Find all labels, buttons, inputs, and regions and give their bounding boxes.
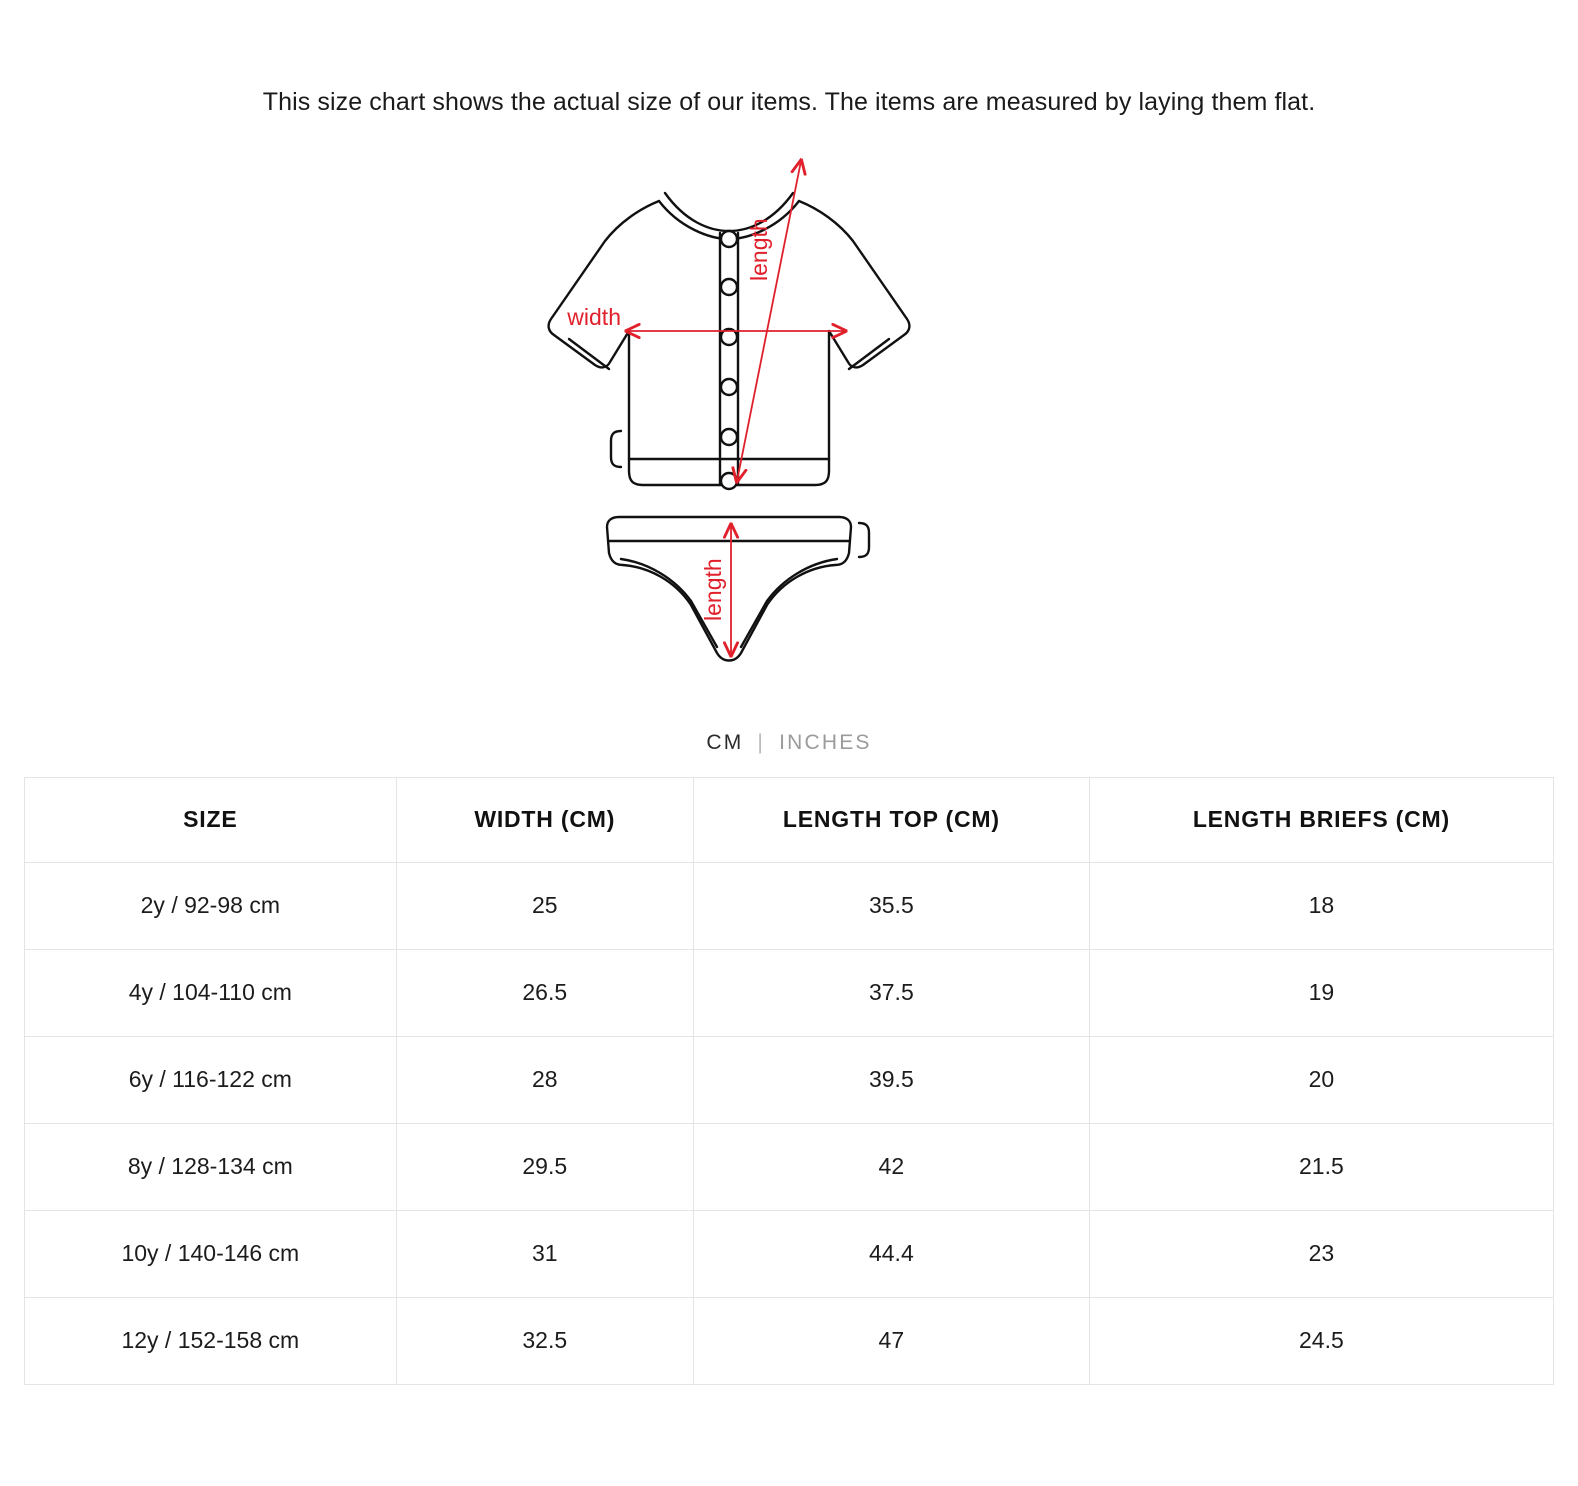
unit-inches-option[interactable]: INCHES xyxy=(779,730,872,754)
cell-size: 6y / 116-122 cm xyxy=(25,1036,397,1123)
cell-length-top: 37.5 xyxy=(693,949,1089,1036)
top-length-label: length xyxy=(746,217,772,281)
unit-cm-option[interactable]: CM xyxy=(706,730,744,754)
cell-length-top: 44.4 xyxy=(693,1210,1089,1297)
width-label: width xyxy=(567,303,621,330)
garment-illustration xyxy=(509,141,1069,721)
table-row xyxy=(25,1036,1554,1123)
cell-length-top: 35.5 xyxy=(693,862,1089,949)
cell-size: 4y / 104-110 cm xyxy=(25,949,397,1036)
header-width: WIDTH (CM) xyxy=(396,777,693,862)
header-length-briefs: LENGTH BRIEFS (CM) xyxy=(1089,777,1553,862)
unit-toggle[interactable] xyxy=(706,731,871,755)
briefs-length-label: length xyxy=(700,557,726,621)
table-row xyxy=(25,1210,1554,1297)
unit-separator: | xyxy=(757,730,766,754)
table-row xyxy=(25,862,1554,949)
table-row xyxy=(25,1297,1554,1384)
cell-width: 25 xyxy=(396,862,693,949)
garment-diagram xyxy=(0,141,1578,721)
table-row xyxy=(25,1123,1554,1210)
cell-width: 31 xyxy=(396,1210,693,1297)
cell-length-top: 39.5 xyxy=(693,1036,1089,1123)
cell-width: 29.5 xyxy=(396,1123,693,1210)
cell-size: 2y / 92-98 cm xyxy=(25,862,397,949)
header-size: SIZE xyxy=(25,777,397,862)
cell-length-briefs: 21.5 xyxy=(1089,1123,1553,1210)
cell-length-briefs: 19 xyxy=(1089,949,1553,1036)
cell-width: 26.5 xyxy=(396,949,693,1036)
cell-length-briefs: 24.5 xyxy=(1089,1297,1553,1384)
cell-size: 8y / 128-134 cm xyxy=(25,1123,397,1210)
intro-text: This size chart shows the actual size of our items. The items are measured by laying them flat. xyxy=(262,88,1316,116)
cell-size: 10y / 140-146 cm xyxy=(25,1210,397,1297)
table-header-row xyxy=(25,777,1554,862)
size-table xyxy=(24,777,1554,1385)
cell-width: 28 xyxy=(396,1036,693,1123)
table-row xyxy=(25,949,1554,1036)
cell-length-briefs: 23 xyxy=(1089,1210,1553,1297)
cell-length-briefs: 20 xyxy=(1089,1036,1553,1123)
cell-length-top: 47 xyxy=(693,1297,1089,1384)
cell-size: 12y / 152-158 cm xyxy=(25,1297,397,1384)
cell-length-briefs: 18 xyxy=(1089,862,1553,949)
cell-width: 32.5 xyxy=(396,1297,693,1384)
header-length-top: LENGTH TOP (CM) xyxy=(693,777,1089,862)
cell-length-top: 42 xyxy=(693,1123,1089,1210)
